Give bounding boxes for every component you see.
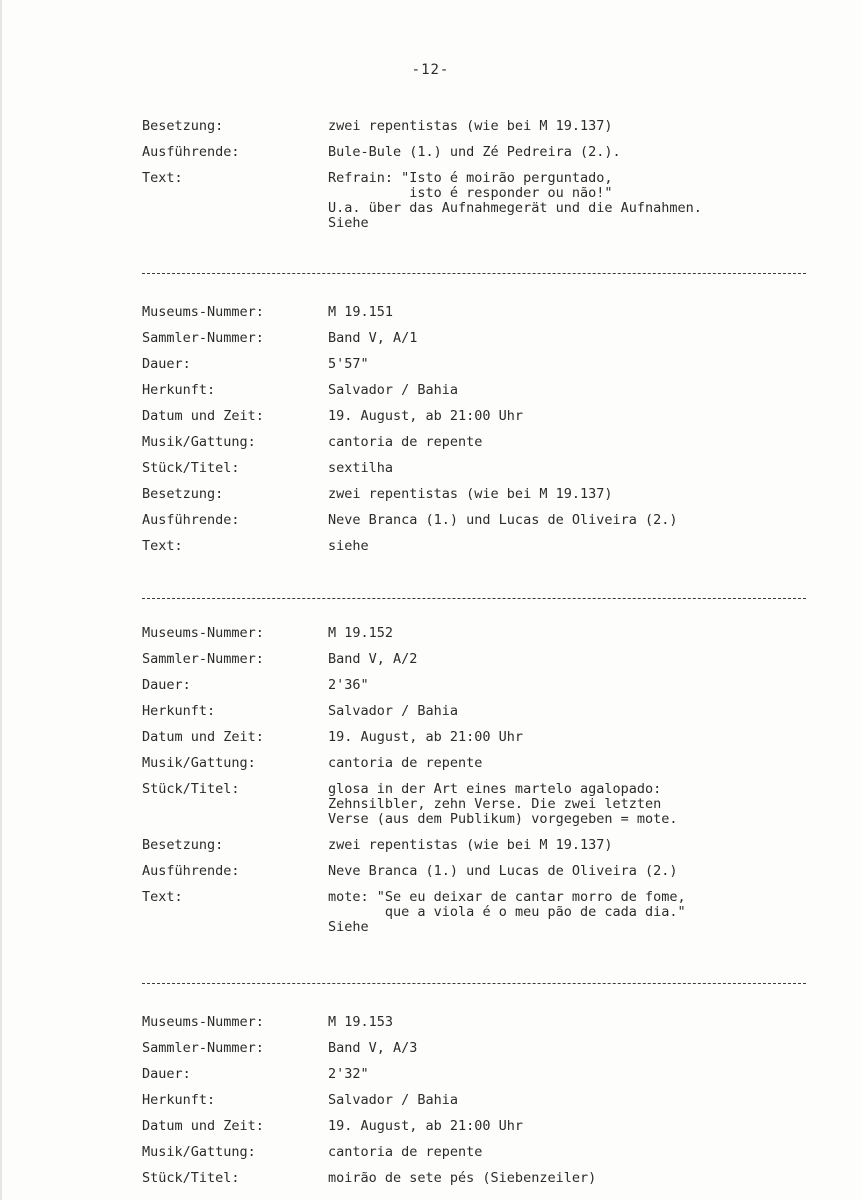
field-value: zwei repentistas (wie bei M 19.137): [328, 486, 613, 502]
field-label: Datum und Zeit:: [142, 408, 264, 424]
field-row: [142, 539, 822, 554]
field-row: [142, 704, 822, 719]
field-row: [142, 678, 822, 693]
field-value: cantoria de repente: [328, 1144, 483, 1160]
field-row: [142, 838, 822, 853]
field-label: Besetzung:: [142, 118, 224, 134]
field-value: 2'36": [328, 677, 369, 693]
page-number: -12-: [411, 62, 450, 78]
field-label: Stück/Titel:: [142, 460, 240, 476]
field-row: [142, 1119, 822, 1134]
field-value: zwei repentistas (wie bei M 19.137): [328, 837, 613, 853]
field-row: [142, 1015, 822, 1030]
field-row: [142, 461, 822, 476]
field-value: M 19.153: [328, 1014, 394, 1030]
field-label: Musik/Gattung:: [142, 755, 256, 771]
field-label: Text:: [142, 889, 183, 905]
field-value: Salvador / Bahia: [328, 1092, 459, 1108]
field-label: Sammler-Nummer:: [142, 651, 264, 667]
field-value: siehe: [328, 538, 369, 554]
field-row: [142, 119, 822, 134]
dashed-separator: [142, 273, 806, 274]
field-label: Musik/Gattung:: [142, 434, 256, 450]
field-row: [142, 487, 822, 502]
field-label: Herkunft:: [142, 703, 216, 719]
field-label: Besetzung:: [142, 837, 224, 853]
record-continuation: [142, 119, 822, 231]
dashed-separator: [142, 598, 806, 599]
field-value: Salvador / Bahia: [328, 703, 459, 719]
field-label: Datum und Zeit:: [142, 1118, 264, 1134]
field-label: Museums-Nummer:: [142, 625, 264, 641]
field-value: 5'57": [328, 356, 369, 372]
field-label: Herkunft:: [142, 382, 216, 398]
dashed-separator: [142, 983, 806, 984]
field-value: M 19.152: [328, 625, 394, 641]
field-row: [142, 1093, 822, 1108]
field-row: [142, 435, 822, 450]
field-row: [142, 357, 822, 372]
field-row: [142, 1067, 822, 1082]
field-label: Ausführende:: [142, 144, 240, 160]
field-value: 19. August, ab 21:00 Uhr: [328, 408, 524, 424]
field-row: [142, 1041, 822, 1056]
field-label: Stück/Titel:: [142, 781, 240, 797]
field-label: Sammler-Nummer:: [142, 330, 264, 346]
field-value: M 19.151: [328, 304, 394, 320]
field-value: Band V, A/3: [328, 1040, 418, 1056]
field-label: Musik/Gattung:: [142, 1144, 256, 1160]
field-value: 19. August, ab 21:00 Uhr: [328, 729, 524, 745]
field-row: [142, 383, 822, 398]
field-value: Bule-Bule (1.) und Zé Pedreira (2.).: [328, 144, 621, 160]
field-value: Salvador / Bahia: [328, 382, 459, 398]
field-value: Neve Branca (1.) und Lucas de Oliveira (2.): [328, 863, 678, 879]
field-row: [142, 145, 822, 160]
record-m19151: [142, 305, 822, 554]
field-label: Dauer:: [142, 1066, 191, 1082]
field-value: Band V, A/1: [328, 330, 418, 346]
field-label: Besetzung:: [142, 486, 224, 502]
field-value: glosa in der Art eines martelo agalopado: Zehnsilbler, zehn Verse. Die zwei letzten Verse (aus dem Publikum) vorgegeben = mote.: [328, 781, 678, 827]
field-row: [142, 513, 822, 528]
field-label: Ausführende:: [142, 863, 240, 879]
field-row: [142, 1171, 822, 1186]
field-row: [142, 864, 822, 879]
field-label: Stück/Titel:: [142, 1170, 240, 1186]
field-row: [142, 1145, 822, 1160]
field-label: Herkunft:: [142, 1092, 216, 1108]
record-m19152: [142, 626, 822, 935]
field-label: Sammler-Nummer:: [142, 1040, 264, 1056]
field-label: Dauer:: [142, 356, 191, 372]
field-value: 19. August, ab 21:00 Uhr: [328, 1118, 524, 1134]
field-label: Datum und Zeit:: [142, 729, 264, 745]
record-m19153: [142, 1015, 822, 1186]
field-label: Museums-Nummer:: [142, 304, 264, 320]
field-value: Refrain: "Isto é moirão perguntado, isto é responder ou não!" U.a. über das Aufnahmegerät und die Aufnahmen. Siehe: [328, 170, 702, 231]
field-label: Museums-Nummer:: [142, 1014, 264, 1030]
field-row: [142, 890, 822, 935]
field-value: 2'32": [328, 1066, 369, 1082]
field-row: [142, 756, 822, 771]
field-label: Dauer:: [142, 677, 191, 693]
field-value: mote: "Se eu deixar de cantar morro de fome, que a viola é o meu pão de cada dia." Siehe: [328, 889, 686, 935]
field-value: Neve Branca (1.) und Lucas de Oliveira (2.): [328, 512, 678, 528]
field-value: cantoria de repente: [328, 755, 483, 771]
field-value: sextilha: [328, 460, 394, 476]
field-row: [142, 626, 822, 641]
field-row: [142, 331, 822, 346]
field-label: Ausführende:: [142, 512, 240, 528]
field-label: Text:: [142, 170, 183, 186]
field-row: [142, 782, 822, 827]
field-label: Text:: [142, 538, 183, 554]
field-value: Band V, A/2: [328, 651, 418, 667]
field-row: [142, 305, 822, 320]
field-row: [142, 409, 822, 424]
field-row: [142, 171, 822, 231]
field-row: [142, 652, 822, 667]
field-row: [142, 730, 822, 745]
field-value: moirão de sete pés (Siebenzeiler): [328, 1170, 597, 1186]
field-value: cantoria de repente: [328, 434, 483, 450]
field-value: zwei repentistas (wie bei M 19.137): [328, 118, 613, 134]
